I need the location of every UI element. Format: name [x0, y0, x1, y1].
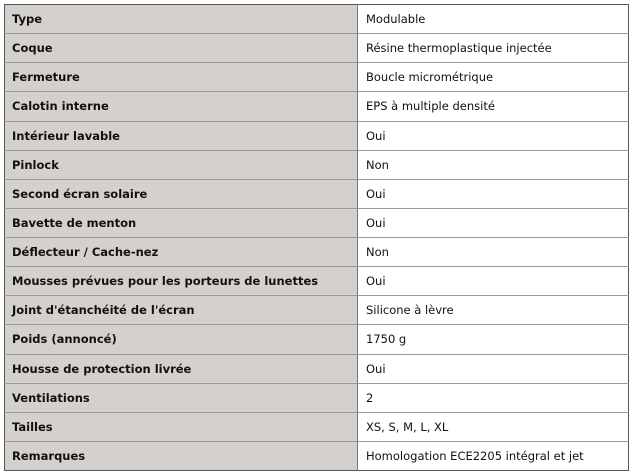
table-row	[5, 121, 629, 150]
spec-label: Pinlock	[5, 150, 358, 179]
table-row	[5, 354, 629, 383]
spec-label: Bavette de menton	[5, 208, 358, 237]
spec-label: Déflecteur / Cache-nez	[5, 238, 358, 267]
spec-label: Remarques	[5, 441, 358, 470]
spec-value: Non	[358, 238, 629, 267]
spec-value: Modulable	[358, 5, 629, 34]
spec-label: Mousses prévues pour les porteurs de lunettes	[5, 267, 358, 296]
table-row	[5, 383, 629, 412]
spec-label: Ventilations	[5, 383, 358, 412]
table-row	[5, 441, 629, 470]
table-row	[5, 179, 629, 208]
spec-label: Poids (annoncé)	[5, 325, 358, 354]
table-row	[5, 412, 629, 441]
spec-label: Joint d'étanchéité de l'écran	[5, 296, 358, 325]
spec-value: 2	[358, 383, 629, 412]
spec-value: Non	[358, 150, 629, 179]
spec-value: Homologation ECE2205 intégral et jet	[358, 441, 629, 470]
spec-value: Oui	[358, 179, 629, 208]
spec-value: Résine thermoplastique injectée	[358, 34, 629, 63]
spec-label: Tailles	[5, 412, 358, 441]
spec-label: Intérieur lavable	[5, 121, 358, 150]
spec-value: Oui	[358, 267, 629, 296]
table-row	[5, 208, 629, 237]
table-row	[5, 325, 629, 354]
table-row	[5, 267, 629, 296]
table-row	[5, 238, 629, 267]
spec-table-body	[5, 5, 629, 471]
spec-value: Silicone à lèvre	[358, 296, 629, 325]
spec-value: 1750 g	[358, 325, 629, 354]
table-row	[5, 63, 629, 92]
table-row	[5, 34, 629, 63]
spec-label: Fermeture	[5, 63, 358, 92]
spec-value: Boucle micrométrique	[358, 63, 629, 92]
table-row	[5, 92, 629, 121]
table-row	[5, 5, 629, 34]
spec-value: Oui	[358, 354, 629, 383]
spec-value: EPS à multiple densité	[358, 92, 629, 121]
spec-label: Calotin interne	[5, 92, 358, 121]
spec-value: XS, S, M, L, XL	[358, 412, 629, 441]
spec-label: Coque	[5, 34, 358, 63]
spec-value: Oui	[358, 208, 629, 237]
spec-value: Oui	[358, 121, 629, 150]
spec-table	[4, 4, 629, 471]
spec-label: Type	[5, 5, 358, 34]
table-row	[5, 296, 629, 325]
spec-label: Housse de protection livrée	[5, 354, 358, 383]
table-row	[5, 150, 629, 179]
spec-label: Second écran solaire	[5, 179, 358, 208]
